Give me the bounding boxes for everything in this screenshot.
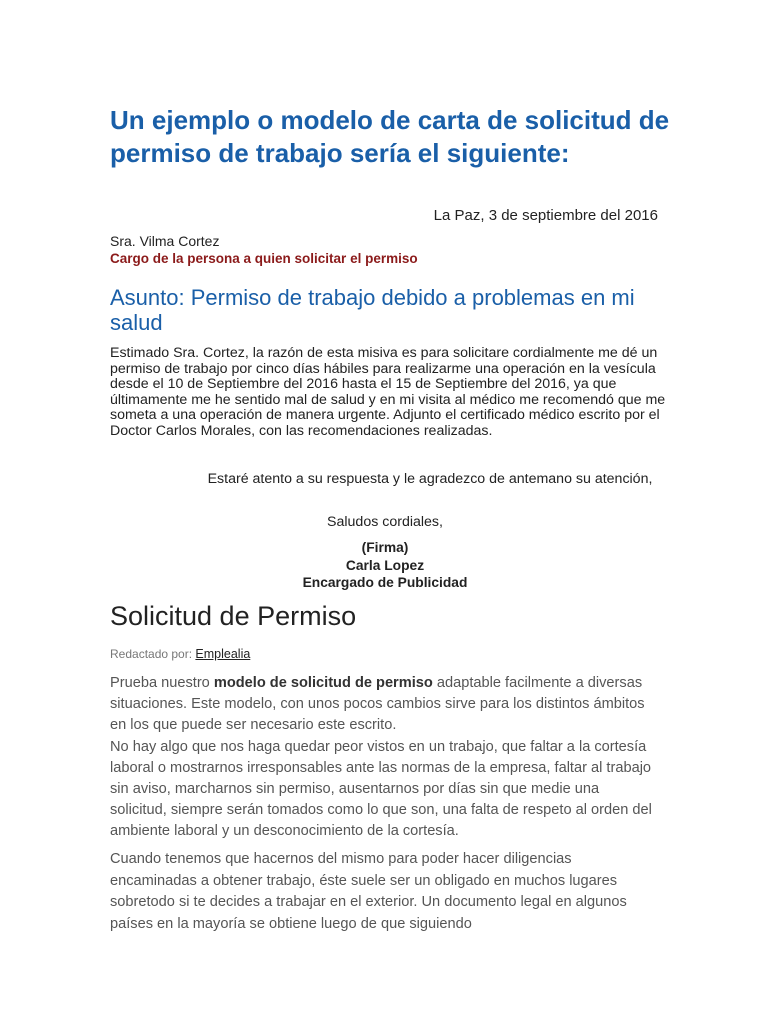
letter-date: La Paz, 3 de septiembre del 2016 (433, 207, 658, 224)
article-paragraph-2: Cuando tenemos que hacernos del mismo para poder hacer diligencias encaminadas a obtener trabajo, éste suele ser un obligado en muchos lugares sobretodo si te decides a trabajar en el exterior. Un documento legal en algunos países en la mayoría se obtiene luego de que siguiendo (110, 851, 627, 932)
letter-greetings: Saludos cordiales, (327, 514, 443, 530)
author-link[interactable]: Emplealia (195, 647, 251, 661)
para1-second: No hay algo que nos haga quedar peor vistos en un trabajo, que faltar a la cortesía laboral o mostrarnos irresponsables ante las normas de la empresa, faltar al trabajo sin aviso, marcharnos sin permiso, ausentarnos por días sin que medie una solicitud, siempre serán tomados como lo que son, una falta de respeto al orden del ambiente laboral y un desconocimiento de la cortesía. (110, 738, 652, 840)
article-paragraph-1 (110, 673, 658, 843)
signature-block (110, 539, 660, 592)
signer-role: Encargado de Publicidad (302, 575, 468, 590)
signer-name: Carla Lopez (345, 557, 425, 573)
signature-label: (Firma) (361, 540, 409, 555)
recipient-role: Cargo de la persona a quien solicitar el permiso (110, 251, 418, 266)
letter-title: Un ejemplo o modelo de carta de solicitud de permiso de trabajo sería el siguiente: (110, 105, 670, 168)
article-title: Solicitud de Permiso (110, 601, 357, 631)
letter-closing: Estaré atento a su respuesta y le agradezco de antemano su atención, (207, 471, 653, 487)
letter-subject: Asunto: Permiso de trabajo debido a problemas en mi salud (110, 285, 635, 335)
recipient-name: Sra. Vilma Cortez (110, 233, 220, 249)
para1-before: Prueba nuestro (110, 675, 214, 691)
para1-after: adaptable facilmente a diversas situaciones. Este modelo, con unos pocos cambios sirve para los distintos ámbitos en los que puede ser necesario este escrito. (110, 675, 645, 734)
byline (110, 646, 250, 662)
para1-bold: modelo de solicitud de permiso (213, 675, 433, 691)
byline-prefix: Redactado por: (110, 647, 193, 661)
letter-body: Estimado Sra. Cortez, la razón de esta misiva es para solicitare cordialmente me dé un permiso de trabajo por cinco días hábiles para realizarme una operación en la vesícula desde el 10 de Septiembre del 2016 hasta el 15 de Septiembre del 2016, ya que últimamente me he sentido mal de salud y en mi visita al médico me recomendó que me someta a una operación de manera urgente. Adjunto el certificado médico escrito por el Doctor Carlos Morales, con las recomendaciones realizadas. (110, 345, 666, 439)
